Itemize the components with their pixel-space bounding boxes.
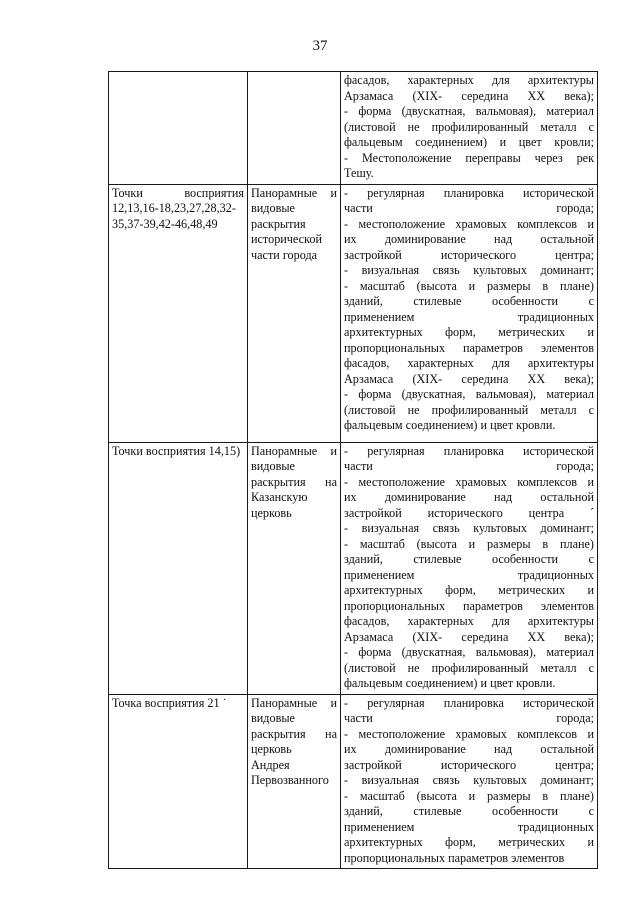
text-line: церковь [251, 742, 292, 756]
text-line: - форма (двускатная, вальмовая), материал [344, 645, 594, 659]
text-line: зданий, стилевые особенности с [344, 804, 594, 818]
text-line: раскрытия на [251, 474, 337, 489]
text-line: - масштаб (высота и размеры в плане) [344, 278, 594, 293]
table-row [109, 694, 598, 869]
text-line: части города [251, 247, 318, 262]
text-line: раскрытия [251, 216, 306, 231]
text-line: части города; [344, 711, 594, 725]
text-line: Первозванного [251, 773, 329, 787]
text-line: Точки восприятия 14,15) [112, 443, 241, 458]
page-number: 37 [312, 38, 328, 54]
text-line: их доминирование над остальной [344, 490, 594, 504]
text-line: Панорамные и [251, 443, 337, 458]
text-line: части города; [344, 459, 594, 473]
cell-features [341, 694, 598, 869]
cell-view-type [248, 694, 341, 869]
text-line: - масштаб (высота и размеры в плане) [344, 788, 594, 803]
text-line: видовые [251, 201, 295, 215]
cell-view-type [248, 184, 341, 442]
text-line: зданий, стилевые особенности с [344, 552, 594, 566]
text-line: - регулярная планировка исторической [344, 443, 594, 458]
text-line: Арзамаса (XIX- середина XX века); [344, 371, 594, 386]
text-line: фасадов, характерных для архитектуры [344, 356, 594, 370]
text-line: церковь [251, 505, 292, 520]
cell-features [341, 442, 598, 694]
text-line: (листовой не профилированный металл с [344, 402, 594, 417]
text-line: застройкой исторического центра; [344, 757, 594, 772]
text-line: фасадов, характерных для архитектуры [344, 614, 594, 628]
text-line: пропорциональных параметров элементов [344, 598, 594, 613]
text-line: видовые [251, 459, 295, 473]
document-table [108, 71, 598, 869]
table-row [109, 442, 598, 694]
text-line: Точка восприятия 21 ˙ [112, 695, 227, 710]
text-line: 35,37-39,42-46,48,49 [112, 216, 218, 231]
text-line: фальцевым соединением) и цвет кровли. [344, 676, 556, 690]
table-row [109, 184, 598, 442]
text-line: - визуальная связь культовых доминант; [344, 521, 594, 535]
text-line: фальцевым соединением) и цвет кровли; [344, 135, 594, 149]
text-line: применением традиционных [344, 819, 594, 834]
text-line: их доминирование над остальной [344, 742, 594, 756]
cell-view-type [248, 442, 341, 694]
text-line: (листовой не профилированный металл с [344, 119, 594, 134]
cell-perception-point [109, 442, 248, 694]
text-line: применением традиционных [344, 309, 594, 324]
text-line: застройкой исторического центра ˊ [344, 505, 594, 520]
text-line: применением традиционных [344, 567, 594, 582]
text-line: Точки восприятия [112, 185, 244, 200]
text-line: архитектурных форм, метрических и [344, 583, 594, 597]
text-line: пропорциональных параметров элементов [344, 340, 594, 355]
text-line: (листовой не профилированный металл с [344, 660, 594, 675]
text-line: их доминирование над остальной [344, 232, 594, 246]
text-line: - форма (двускатная, вальмовая), материал [344, 104, 594, 118]
text-line: архитектурных форм, метрических и [344, 325, 594, 339]
cell-features [341, 184, 598, 442]
text-line: раскрытия на [251, 726, 337, 741]
text-line: - регулярная планировка исторической [344, 185, 594, 200]
cell-features [341, 72, 598, 185]
text-line: - местоположение храмовых комплексов и [344, 216, 594, 231]
cell-view-type [248, 72, 341, 185]
text-line: - Местоположение переправы через рек [344, 150, 594, 165]
text-line: Арзамаса (XIX- середина XX века); [344, 88, 594, 103]
document-table-body [109, 72, 598, 869]
text-line: зданий, стилевые особенности с [344, 294, 594, 308]
text-line: Панорамные и [251, 185, 337, 200]
text-line: застройкой исторического центра; [344, 247, 594, 262]
text-line: Казанскую [251, 490, 308, 504]
text-line: Арзамаса (XIX- середина XX века); [344, 629, 594, 644]
cell-perception-point [109, 694, 248, 869]
text-line: пропорциональных параметров элементов [344, 850, 565, 865]
text-line: исторической [251, 232, 322, 246]
text-line: 12,13,16-18,23,27,28,32- [112, 201, 236, 215]
text-line: - форма (двускатная, вальмовая), материал [344, 387, 594, 401]
text-line: - местоположение храмовых комплексов и [344, 474, 594, 489]
text-line: фасадов, характерных для архитектуры [344, 73, 594, 87]
table-row [109, 72, 598, 185]
text-line: - масштаб (высота и размеры в плане) [344, 536, 594, 551]
text-line: части города; [344, 201, 594, 215]
text-line: Тешу. [344, 166, 374, 180]
text-line: - визуальная связь культовых доминант; [344, 263, 594, 277]
text-line: - местоположение храмовых комплексов и [344, 726, 594, 741]
text-line: - визуальная связь культовых доминант; [344, 773, 594, 787]
text-line: фальцевым соединением) и цвет кровли. [344, 418, 556, 432]
text-line: Андрея [251, 757, 290, 772]
text-line: архитектурных форм, метрических и [344, 835, 594, 849]
cell-perception-point [109, 184, 248, 442]
cell-perception-point [109, 72, 248, 185]
text-line: - регулярная планировка исторической [344, 695, 594, 710]
text-line: Панорамные и [251, 695, 337, 710]
text-line: видовые [251, 711, 295, 725]
